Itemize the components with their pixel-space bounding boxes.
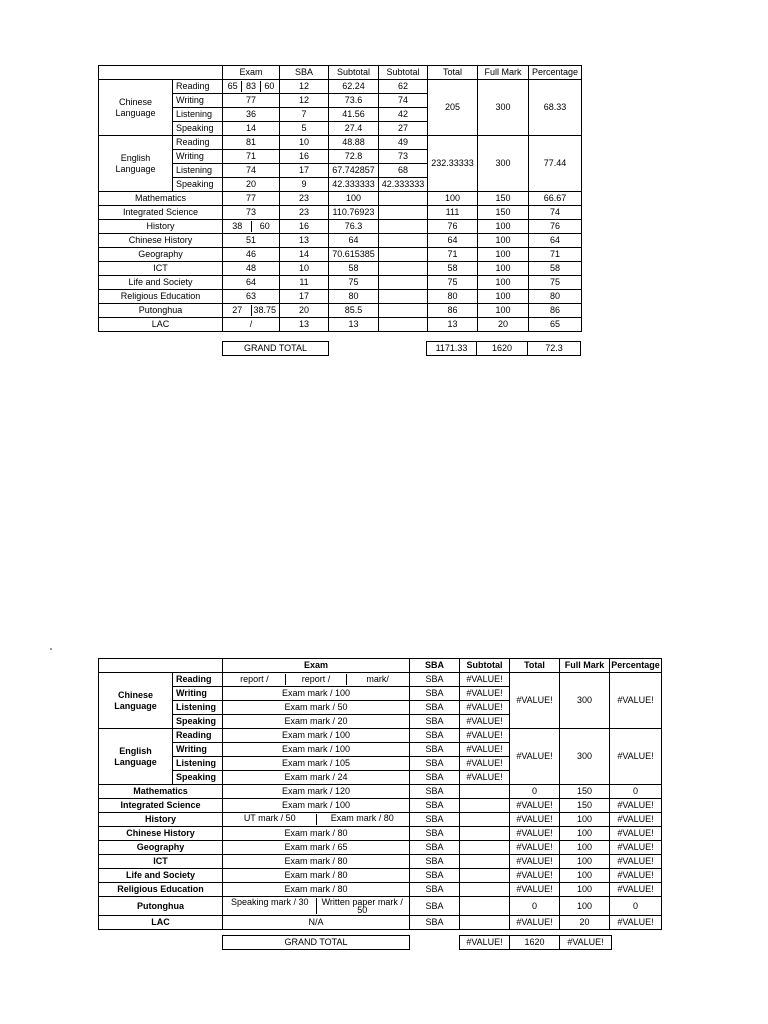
table-row xyxy=(99,262,582,276)
total-cell: #VALUE! xyxy=(510,673,560,729)
percentage-cell: 77.44 xyxy=(529,136,582,192)
subject-name: Religious Education xyxy=(99,883,223,897)
sba-cell: 16 xyxy=(280,150,329,164)
exam-part: UT mark / 50 xyxy=(243,813,296,823)
empty-cell xyxy=(379,262,428,276)
full-mark-cell: 100 xyxy=(560,827,610,841)
percentage-cell: 66.67 xyxy=(529,192,582,206)
top-grand-total xyxy=(222,341,581,356)
total-cell: 0 xyxy=(510,785,560,799)
empty-cell xyxy=(379,304,428,318)
sba-cell: 7 xyxy=(280,108,329,122)
subject-name: English Language xyxy=(99,136,173,192)
total-cell: #VALUE! xyxy=(510,869,560,883)
total-cell: #VALUE! xyxy=(510,883,560,897)
exam-part: 60 xyxy=(260,81,278,92)
sba-cell: SBA xyxy=(410,827,460,841)
subtotal-cell: 110.76923 xyxy=(329,206,379,220)
subtotal-cell: #VALUE! xyxy=(460,673,510,687)
sba-cell: SBA xyxy=(410,729,460,743)
total-cell: 205 xyxy=(428,80,478,136)
subtotal-rounded-cell: 62 xyxy=(379,80,428,94)
percentage-cell: #VALUE! xyxy=(610,916,662,930)
exam-cell: 77 xyxy=(223,94,280,108)
full-mark-cell: 100 xyxy=(478,248,529,262)
subtotal-cell: #VALUE! xyxy=(460,757,510,771)
subtotal-rounded-cell: 74 xyxy=(379,94,428,108)
full-mark-cell: 100 xyxy=(478,220,529,234)
subtotal-cell: #VALUE! xyxy=(460,771,510,785)
full-mark-header: Full Mark xyxy=(478,66,529,80)
full-mark-cell: 150 xyxy=(478,192,529,206)
sba-cell: SBA xyxy=(410,897,460,916)
percentage-cell: #VALUE! xyxy=(610,729,662,785)
table-row xyxy=(99,276,582,290)
exam-part: mark/ xyxy=(346,674,408,685)
subtotal-cell: #VALUE! xyxy=(460,687,510,701)
subtotal-cell: 48.88 xyxy=(329,136,379,150)
empty-cell xyxy=(460,883,510,897)
sba-cell: 13 xyxy=(280,318,329,332)
sba-cell: SBA xyxy=(410,687,460,701)
subject-name: Mathematics xyxy=(99,192,223,206)
component-label: Speaking xyxy=(173,178,223,192)
grand-total-label: GRAND TOTAL xyxy=(223,342,329,356)
sba-cell: SBA xyxy=(410,701,460,715)
full-mark-cell: 100 xyxy=(478,304,529,318)
table-row xyxy=(99,206,582,220)
exam-part: Written paper mark / 50 xyxy=(316,898,409,914)
exam-part: 38.75 xyxy=(251,305,279,316)
exam-cell: 51 xyxy=(223,234,280,248)
empty-cell xyxy=(379,248,428,262)
total-cell: #VALUE! xyxy=(510,827,560,841)
subtotal-cell: #VALUE! xyxy=(460,743,510,757)
exam-part: report / xyxy=(240,674,269,684)
grand-total-value: #VALUE! xyxy=(460,936,510,950)
percentage-cell: 86 xyxy=(529,304,582,318)
full-mark-cell: 300 xyxy=(478,80,529,136)
subject-name: History xyxy=(99,220,223,234)
percentage-cell: 76 xyxy=(529,220,582,234)
subtotal-cell: 70.615385 xyxy=(329,248,379,262)
exam-cell: Exam mark / 80 xyxy=(223,869,410,883)
empty-cell xyxy=(379,206,428,220)
full-mark-cell: 100 xyxy=(560,869,610,883)
exam-cell: 64 xyxy=(223,276,280,290)
exam-cell: 20 xyxy=(223,178,280,192)
table-row xyxy=(99,234,582,248)
full-mark-cell: 300 xyxy=(560,729,610,785)
sba-cell: SBA xyxy=(410,916,460,930)
total-cell: 75 xyxy=(428,276,478,290)
subtotal-cell: 27.4 xyxy=(329,122,379,136)
exam-cell: 77 xyxy=(223,192,280,206)
subtotal-header: Subtotal xyxy=(460,659,510,673)
full-mark-header: Full Mark xyxy=(560,659,610,673)
blank-header xyxy=(99,66,223,80)
empty-cell xyxy=(379,220,428,234)
exam-cell: 46 xyxy=(223,248,280,262)
component-label: Writing xyxy=(173,94,223,108)
total-cell: #VALUE! xyxy=(510,855,560,869)
sba-cell: 17 xyxy=(280,164,329,178)
subject-name: Putonghua xyxy=(99,897,223,916)
full-mark-cell: 20 xyxy=(478,318,529,332)
full-mark-cell: 100 xyxy=(560,855,610,869)
total-cell: 71 xyxy=(428,248,478,262)
sba-cell: SBA xyxy=(410,869,460,883)
exam-cell: Exam mark / 105 xyxy=(223,757,410,771)
subject-name: Chinese History xyxy=(99,827,223,841)
table-row xyxy=(99,80,582,94)
percentage-cell: 64 xyxy=(529,234,582,248)
full-mark-cell: 300 xyxy=(478,136,529,192)
stray-mark xyxy=(50,648,52,650)
percentage-cell: 58 xyxy=(529,262,582,276)
exam-cell: 71 xyxy=(223,150,280,164)
exam-cell: Exam mark / 100 xyxy=(223,743,410,757)
empty-cell xyxy=(379,290,428,304)
empty-cell xyxy=(460,813,510,827)
subtotal-header: Subtotal xyxy=(329,66,379,80)
subtotal-rounded-cell: 27 xyxy=(379,122,428,136)
exam-cell: / xyxy=(223,318,280,332)
sba-cell: SBA xyxy=(410,785,460,799)
full-mark-cell: 150 xyxy=(478,206,529,220)
sba-cell: 23 xyxy=(280,192,329,206)
exam-part: 65 xyxy=(227,81,238,91)
total-cell: 0 xyxy=(510,897,560,916)
percentage-cell: 71 xyxy=(529,248,582,262)
sba-cell: SBA xyxy=(410,883,460,897)
exam-cell: Exam mark / 80 xyxy=(223,855,410,869)
component-label: Writing xyxy=(173,150,223,164)
subtotal-rounded-cell: 42 xyxy=(379,108,428,122)
sba-cell: SBA xyxy=(410,855,460,869)
exam-cell xyxy=(223,813,410,827)
subtotal-cell: #VALUE! xyxy=(460,729,510,743)
subject-name: LAC xyxy=(99,318,223,332)
full-mark-cell: 150 xyxy=(560,799,610,813)
exam-header: Exam xyxy=(223,659,410,673)
component-label: Reading xyxy=(173,136,223,150)
total-cell: 232.33333 xyxy=(428,136,478,192)
subtotal-header: Subtotal xyxy=(379,66,428,80)
exam-cell xyxy=(223,673,410,687)
table-row xyxy=(99,192,582,206)
total-header: Total xyxy=(428,66,478,80)
full-mark-cell: 100 xyxy=(560,813,610,827)
component-label: Listening xyxy=(173,108,223,122)
subtotal-cell: 100 xyxy=(329,192,379,206)
percentage-cell: 65 xyxy=(529,318,582,332)
empty-cell xyxy=(460,827,510,841)
subtotal-rounded-cell: 42.333333 xyxy=(379,178,428,192)
exam-cell xyxy=(223,304,280,318)
full-mark-cell: 100 xyxy=(478,262,529,276)
sba-cell: SBA xyxy=(410,757,460,771)
exam-part: Exam mark / 80 xyxy=(316,814,409,825)
grand-percentage: #VALUE! xyxy=(560,936,612,950)
component-label: Speaking xyxy=(173,771,223,785)
component-label: Speaking xyxy=(173,715,223,729)
header-row xyxy=(99,66,582,80)
sba-cell: SBA xyxy=(410,841,460,855)
sba-cell: SBA xyxy=(410,771,460,785)
blank-header xyxy=(99,659,223,673)
subject-name: Chinese Language xyxy=(99,80,173,136)
full-mark-cell: 300 xyxy=(560,673,610,729)
subject-name: History xyxy=(99,813,223,827)
full-mark-cell: 100 xyxy=(478,276,529,290)
full-mark-cell: 20 xyxy=(560,916,610,930)
total-cell: 100 xyxy=(428,192,478,206)
exam-part: 27 xyxy=(232,305,243,315)
exam-part: 38 xyxy=(232,221,243,231)
grand-total-label: GRAND TOTAL xyxy=(223,936,410,950)
exam-cell: Exam mark / 80 xyxy=(223,883,410,897)
percentage-cell: #VALUE! xyxy=(610,883,662,897)
total-cell: 64 xyxy=(428,234,478,248)
empty-cell xyxy=(460,799,510,813)
exam-cell: N/A xyxy=(223,916,410,930)
component-label: Speaking xyxy=(173,122,223,136)
subject-name: Life and Society xyxy=(99,276,223,290)
subject-name: Religious Education xyxy=(99,290,223,304)
exam-cell: 81 xyxy=(223,136,280,150)
percentage-cell: 74 xyxy=(529,206,582,220)
empty-cell xyxy=(460,841,510,855)
total-cell: #VALUE! xyxy=(510,841,560,855)
subtotal-rounded-cell: 68 xyxy=(379,164,428,178)
subject-name: Chinese History xyxy=(99,234,223,248)
subtotal-cell: #VALUE! xyxy=(460,715,510,729)
subtotal-cell: 85.5 xyxy=(329,304,379,318)
exam-cell: Exam mark / 100 xyxy=(223,799,410,813)
subtotal-cell: 58 xyxy=(329,262,379,276)
subtotal-cell: 67.742857 xyxy=(329,164,379,178)
sba-cell: 16 xyxy=(280,220,329,234)
subject-name: Life and Society xyxy=(99,869,223,883)
total-cell: 111 xyxy=(428,206,478,220)
subtotal-rounded-cell: 73 xyxy=(379,150,428,164)
sba-header: SBA xyxy=(410,659,460,673)
total-cell: 86 xyxy=(428,304,478,318)
component-label: Reading xyxy=(173,80,223,94)
top-marks-table xyxy=(98,65,582,332)
table-row xyxy=(99,290,582,304)
percentage-cell: #VALUE! xyxy=(610,869,662,883)
exam-cell: 73 xyxy=(223,206,280,220)
top-marks-sheet xyxy=(98,65,582,332)
empty-cell xyxy=(460,785,510,799)
exam-cell: Exam mark / 100 xyxy=(223,687,410,701)
subtotal-cell: 62.24 xyxy=(329,80,379,94)
exam-part: 60 xyxy=(251,221,279,232)
sba-cell: 12 xyxy=(280,94,329,108)
empty-cell xyxy=(379,318,428,332)
full-mark-cell: 100 xyxy=(478,290,529,304)
percentage-cell: 80 xyxy=(529,290,582,304)
component-label: Listening xyxy=(173,701,223,715)
subject-name: LAC xyxy=(99,916,223,930)
percentage-cell: #VALUE! xyxy=(610,855,662,869)
full-mark-cell: 100 xyxy=(560,897,610,916)
component-label: Listening xyxy=(173,164,223,178)
percentage-cell: 0 xyxy=(610,785,662,799)
sba-cell: 12 xyxy=(280,80,329,94)
total-cell: 13 xyxy=(428,318,478,332)
exam-cell xyxy=(223,80,280,94)
exam-cell: Exam mark / 65 xyxy=(223,841,410,855)
percentage-cell: #VALUE! xyxy=(610,799,662,813)
sba-cell: SBA xyxy=(410,799,460,813)
total-cell: 80 xyxy=(428,290,478,304)
sba-cell: 20 xyxy=(280,304,329,318)
percentage-cell: #VALUE! xyxy=(610,673,662,729)
subtotal-cell: #VALUE! xyxy=(460,701,510,715)
exam-cell: Exam mark / 100 xyxy=(223,729,410,743)
subtotal-cell: 72.8 xyxy=(329,150,379,164)
bottom-template-sheet xyxy=(98,658,662,930)
total-cell: #VALUE! xyxy=(510,729,560,785)
total-cell: 58 xyxy=(428,262,478,276)
grand-total-value: 1171.33 xyxy=(427,342,477,356)
sba-cell: 14 xyxy=(280,248,329,262)
exam-cell: 63 xyxy=(223,290,280,304)
subject-name: ICT xyxy=(99,262,223,276)
bottom-grand-total xyxy=(222,935,612,950)
subject-name: Mathematics xyxy=(99,785,223,799)
subtotal-cell: 42.333333 xyxy=(329,178,379,192)
percentage-cell: 0 xyxy=(610,897,662,916)
subtotal-rounded-cell: 49 xyxy=(379,136,428,150)
subtotal-cell: 75 xyxy=(329,276,379,290)
subject-name: Integrated Science xyxy=(99,799,223,813)
subtotal-cell: 80 xyxy=(329,290,379,304)
grand-full-mark: 1620 xyxy=(477,342,528,356)
empty-cell xyxy=(379,192,428,206)
subtotal-cell: 41.56 xyxy=(329,108,379,122)
exam-cell: 74 xyxy=(223,164,280,178)
exam-cell xyxy=(223,897,410,916)
component-label: Writing xyxy=(173,743,223,757)
component-label: Listening xyxy=(173,757,223,771)
subject-name: Geography xyxy=(99,841,223,855)
component-label: Reading xyxy=(173,673,223,687)
percentage-header: Percentage xyxy=(610,659,662,673)
full-mark-cell: 100 xyxy=(560,883,610,897)
exam-cell: 36 xyxy=(223,108,280,122)
full-mark-cell: 150 xyxy=(560,785,610,799)
grand-percentage: 72.3 xyxy=(528,342,581,356)
sba-cell: 5 xyxy=(280,122,329,136)
sba-cell: 10 xyxy=(280,262,329,276)
subject-name: Putonghua xyxy=(99,304,223,318)
total-cell: #VALUE! xyxy=(510,799,560,813)
empty-cell xyxy=(379,276,428,290)
percentage-header: Percentage xyxy=(529,66,582,80)
exam-cell: Exam mark / 24 xyxy=(223,771,410,785)
exam-cell: Exam mark / 80 xyxy=(223,827,410,841)
full-mark-cell: 100 xyxy=(478,234,529,248)
table-row xyxy=(99,220,582,234)
empty-cell xyxy=(379,234,428,248)
empty-cell xyxy=(460,897,510,916)
table-row xyxy=(99,318,582,332)
component-label: Writing xyxy=(173,687,223,701)
sba-cell: 11 xyxy=(280,276,329,290)
exam-part: 83 xyxy=(241,81,259,92)
sba-cell: SBA xyxy=(410,813,460,827)
bottom-template-table xyxy=(98,658,662,930)
exam-part: report / xyxy=(285,674,347,685)
subject-name: English Language xyxy=(99,729,173,785)
exam-cell: Exam mark / 20 xyxy=(223,715,410,729)
subject-name: Chinese Language xyxy=(99,673,173,729)
sba-cell: 23 xyxy=(280,206,329,220)
total-cell: 76 xyxy=(428,220,478,234)
percentage-cell: #VALUE! xyxy=(610,827,662,841)
sba-cell: 13 xyxy=(280,234,329,248)
table-row xyxy=(99,248,582,262)
exam-cell: 14 xyxy=(223,122,280,136)
empty-cell xyxy=(460,855,510,869)
exam-cell: Exam mark / 50 xyxy=(223,701,410,715)
sba-cell: 17 xyxy=(280,290,329,304)
sba-cell: 10 xyxy=(280,136,329,150)
subtotal-cell: 73.6 xyxy=(329,94,379,108)
subtotal-cell: 13 xyxy=(329,318,379,332)
empty-cell xyxy=(460,869,510,883)
subject-name: Integrated Science xyxy=(99,206,223,220)
percentage-cell: 68.33 xyxy=(529,80,582,136)
exam-cell: Exam mark / 120 xyxy=(223,785,410,799)
sba-header: SBA xyxy=(280,66,329,80)
subject-name: Geography xyxy=(99,248,223,262)
sba-cell: SBA xyxy=(410,743,460,757)
percentage-cell: 75 xyxy=(529,276,582,290)
total-cell: #VALUE! xyxy=(510,916,560,930)
empty-cell xyxy=(460,916,510,930)
table-row xyxy=(99,136,582,150)
sba-cell: 9 xyxy=(280,178,329,192)
total-header: Total xyxy=(510,659,560,673)
component-label: Reading xyxy=(173,729,223,743)
exam-header: Exam xyxy=(223,66,280,80)
exam-cell xyxy=(223,220,280,234)
full-mark-cell: 100 xyxy=(560,841,610,855)
subtotal-cell: 64 xyxy=(329,234,379,248)
total-cell: #VALUE! xyxy=(510,813,560,827)
percentage-cell: #VALUE! xyxy=(610,813,662,827)
grand-full-mark: 1620 xyxy=(510,936,560,950)
table-row xyxy=(99,304,582,318)
sba-cell: SBA xyxy=(410,673,460,687)
sba-cell: SBA xyxy=(410,715,460,729)
percentage-cell: #VALUE! xyxy=(610,841,662,855)
subtotal-cell: 76.3 xyxy=(329,220,379,234)
exam-cell: 48 xyxy=(223,262,280,276)
subject-name: ICT xyxy=(99,855,223,869)
exam-part: Speaking mark / 30 xyxy=(230,897,309,907)
